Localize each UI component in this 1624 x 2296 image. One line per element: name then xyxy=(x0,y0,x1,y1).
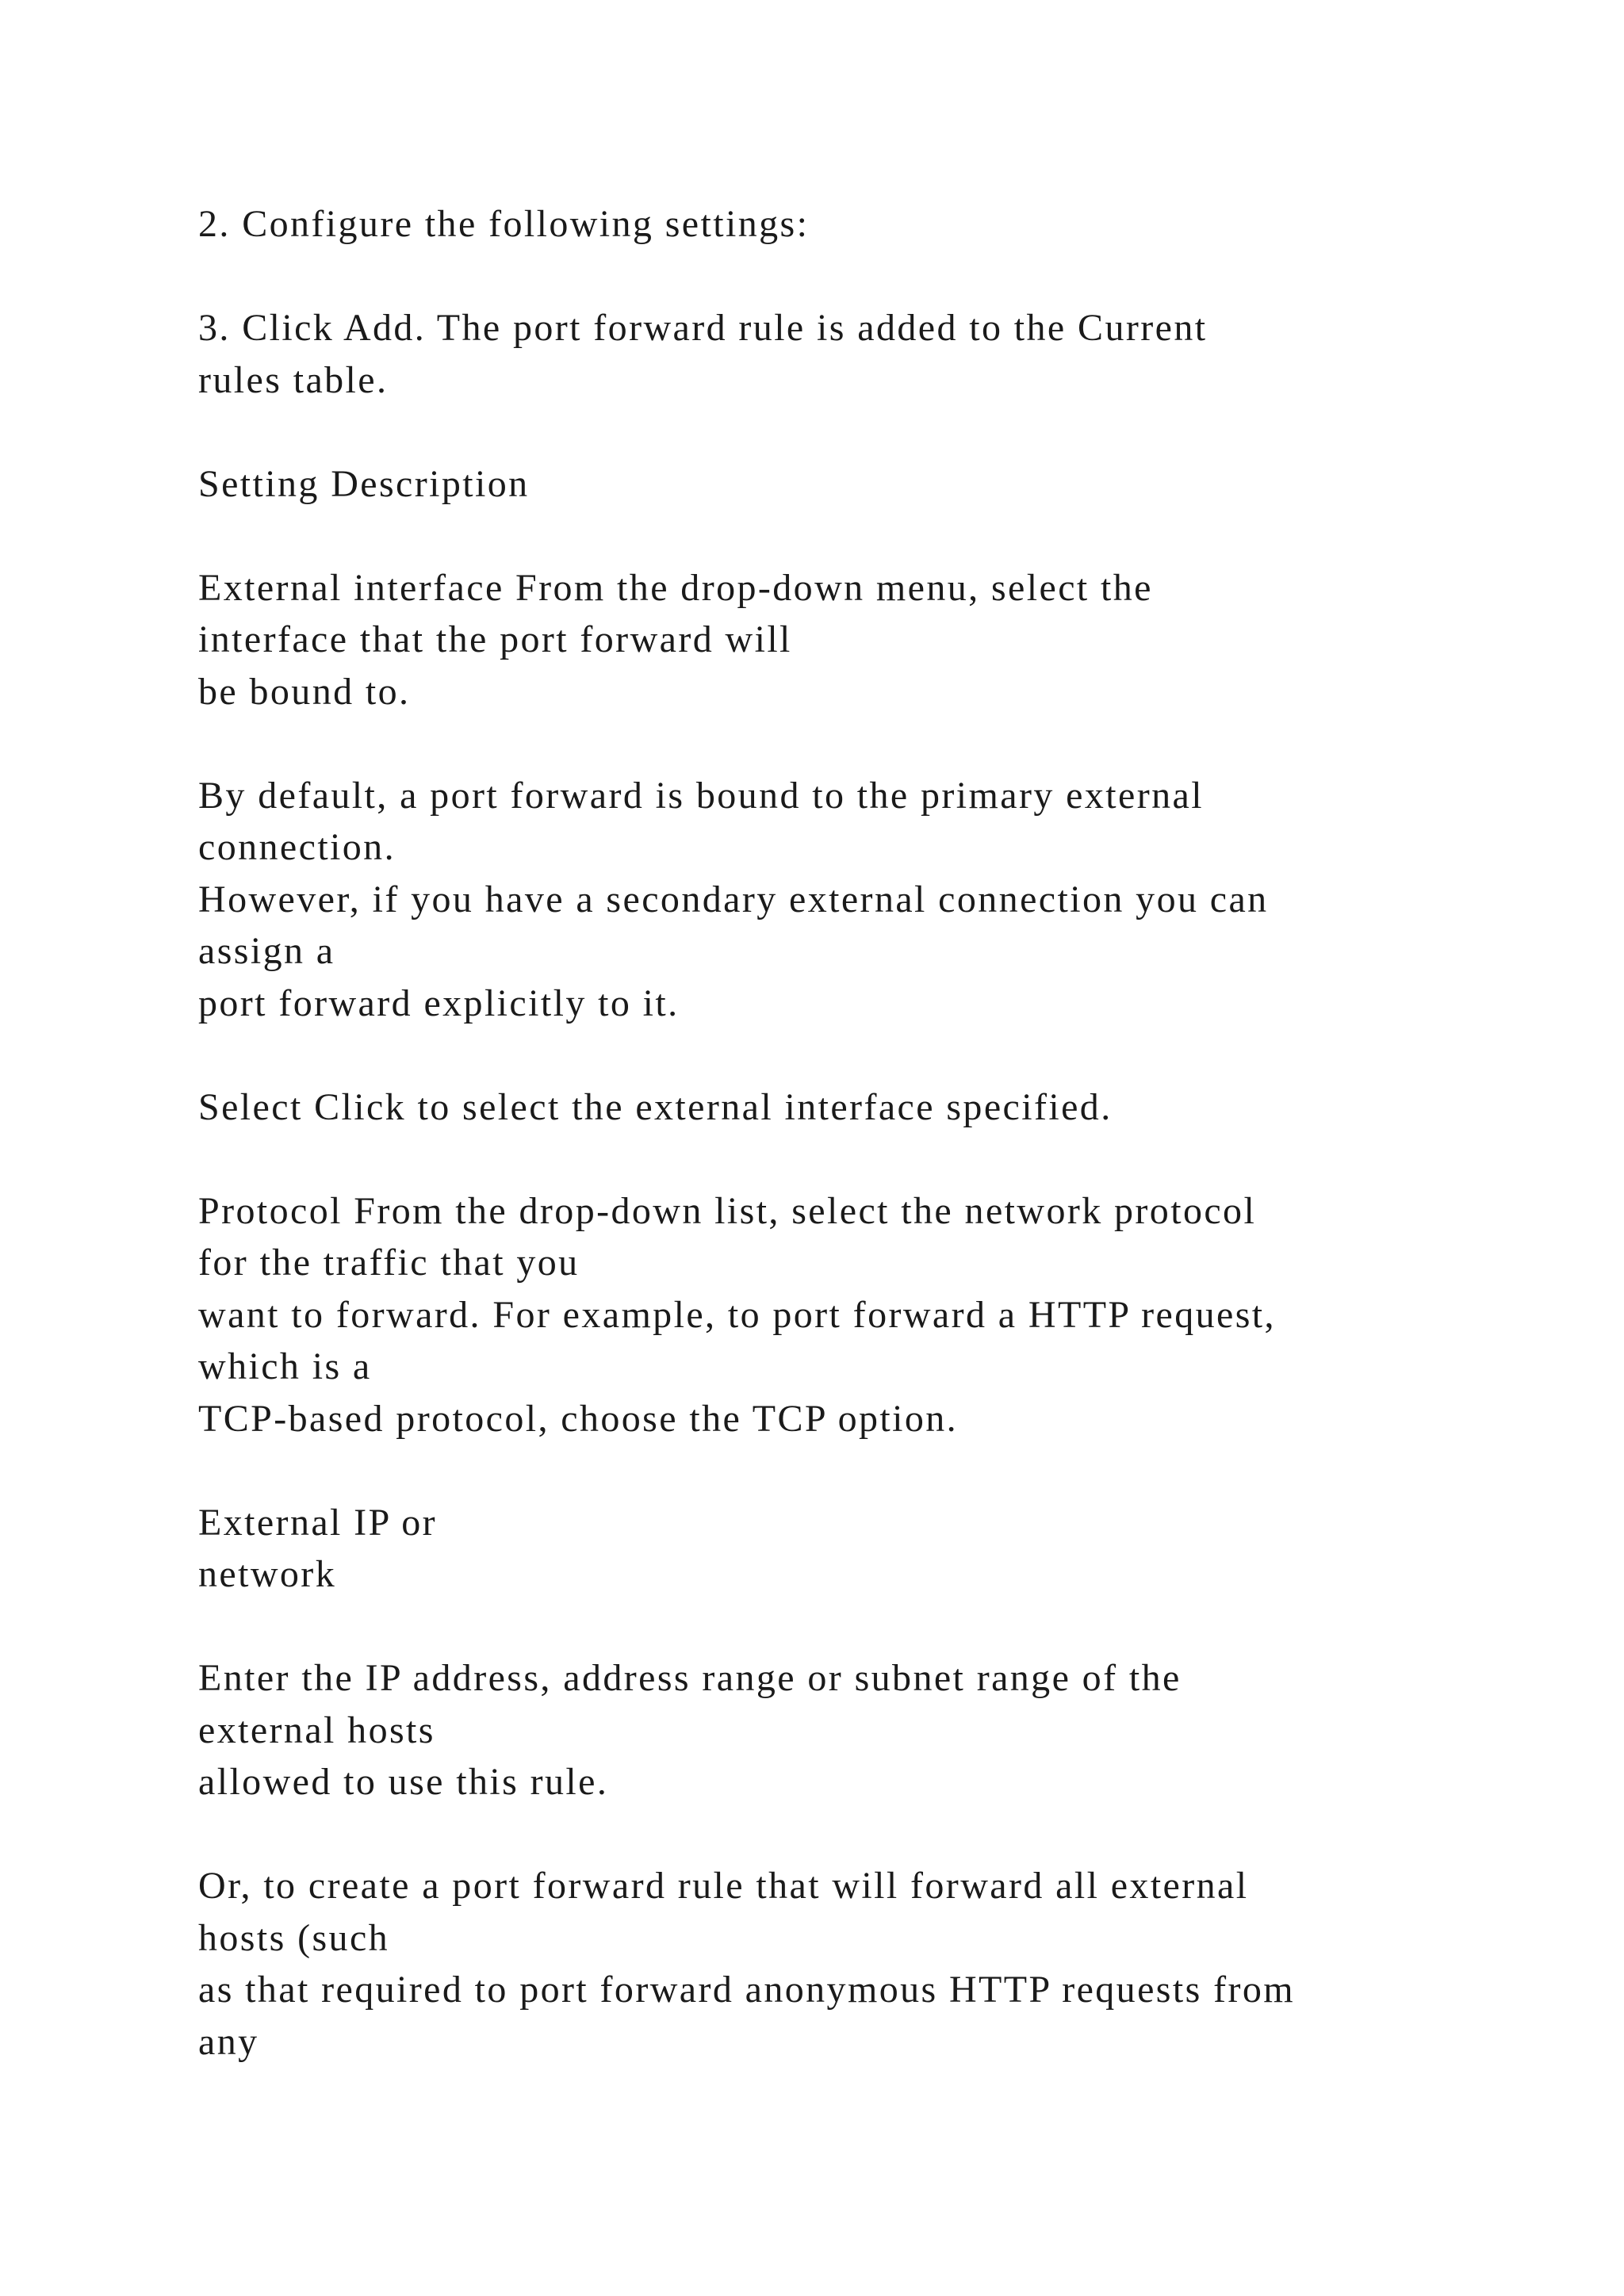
text-line: any xyxy=(198,2020,259,2063)
text-line: for the traffic that you xyxy=(198,1242,580,1284)
text-line: which is a xyxy=(198,1345,372,1387)
text-line: be bound to. xyxy=(198,670,411,713)
paragraph-enter-ip xyxy=(198,1652,1546,1808)
text-line: assign a xyxy=(198,930,335,972)
paragraph-step-3 xyxy=(198,302,1546,406)
text-line: want to forward. For example, to port forward a HTTP request, xyxy=(198,1293,1276,1336)
text-line: external hosts xyxy=(198,1709,435,1751)
text-line: port forward explicitly to it. xyxy=(198,982,680,1024)
text-line: External interface From the drop-down menu, select the xyxy=(198,566,1153,609)
text-line: 3. Click Add. The port forward rule is added to the Current xyxy=(198,307,1208,349)
text-line: rules table. xyxy=(198,358,389,401)
text-line: Enter the IP address, address range or subnet range of the xyxy=(198,1657,1182,1699)
paragraph-select xyxy=(198,1081,1546,1134)
text-line: interface that the port forward will xyxy=(198,618,792,660)
text-line: as that required to port forward anonymous HTTP requests from xyxy=(198,1969,1295,2011)
text-line: Select Click to select the external interface specified. xyxy=(198,1085,1113,1128)
paragraph-external-ip xyxy=(198,1497,1546,1601)
text-line: Or, to create a port forward rule that will forward all external xyxy=(198,1865,1249,1907)
text-line: network xyxy=(198,1553,337,1595)
text-line: However, if you have a secondary external connection you can xyxy=(198,878,1269,920)
paragraph-all-hosts xyxy=(198,1860,1546,2068)
paragraph-table-header xyxy=(198,458,1546,511)
paragraph-external-interface xyxy=(198,562,1546,718)
document-body xyxy=(198,198,1546,2068)
text-line: Setting Description xyxy=(198,462,530,505)
text-line: External IP or xyxy=(198,1501,438,1544)
paragraph-default-binding xyxy=(198,770,1546,1030)
paragraph-protocol xyxy=(198,1185,1546,1445)
text-line: allowed to use this rule. xyxy=(198,1761,609,1803)
paragraph-step-2 xyxy=(198,198,1546,251)
text-line: TCP-based protocol, choose the TCP option. xyxy=(198,1397,959,1440)
text-line: connection. xyxy=(198,826,396,868)
text-line: 2. Configure the following settings: xyxy=(198,203,810,245)
text-line: hosts (such xyxy=(198,1916,390,1959)
text-line: By default, a port forward is bound to the primary external xyxy=(198,774,1204,817)
text-line: Protocol From the drop-down list, select the network protocol xyxy=(198,1189,1257,1232)
